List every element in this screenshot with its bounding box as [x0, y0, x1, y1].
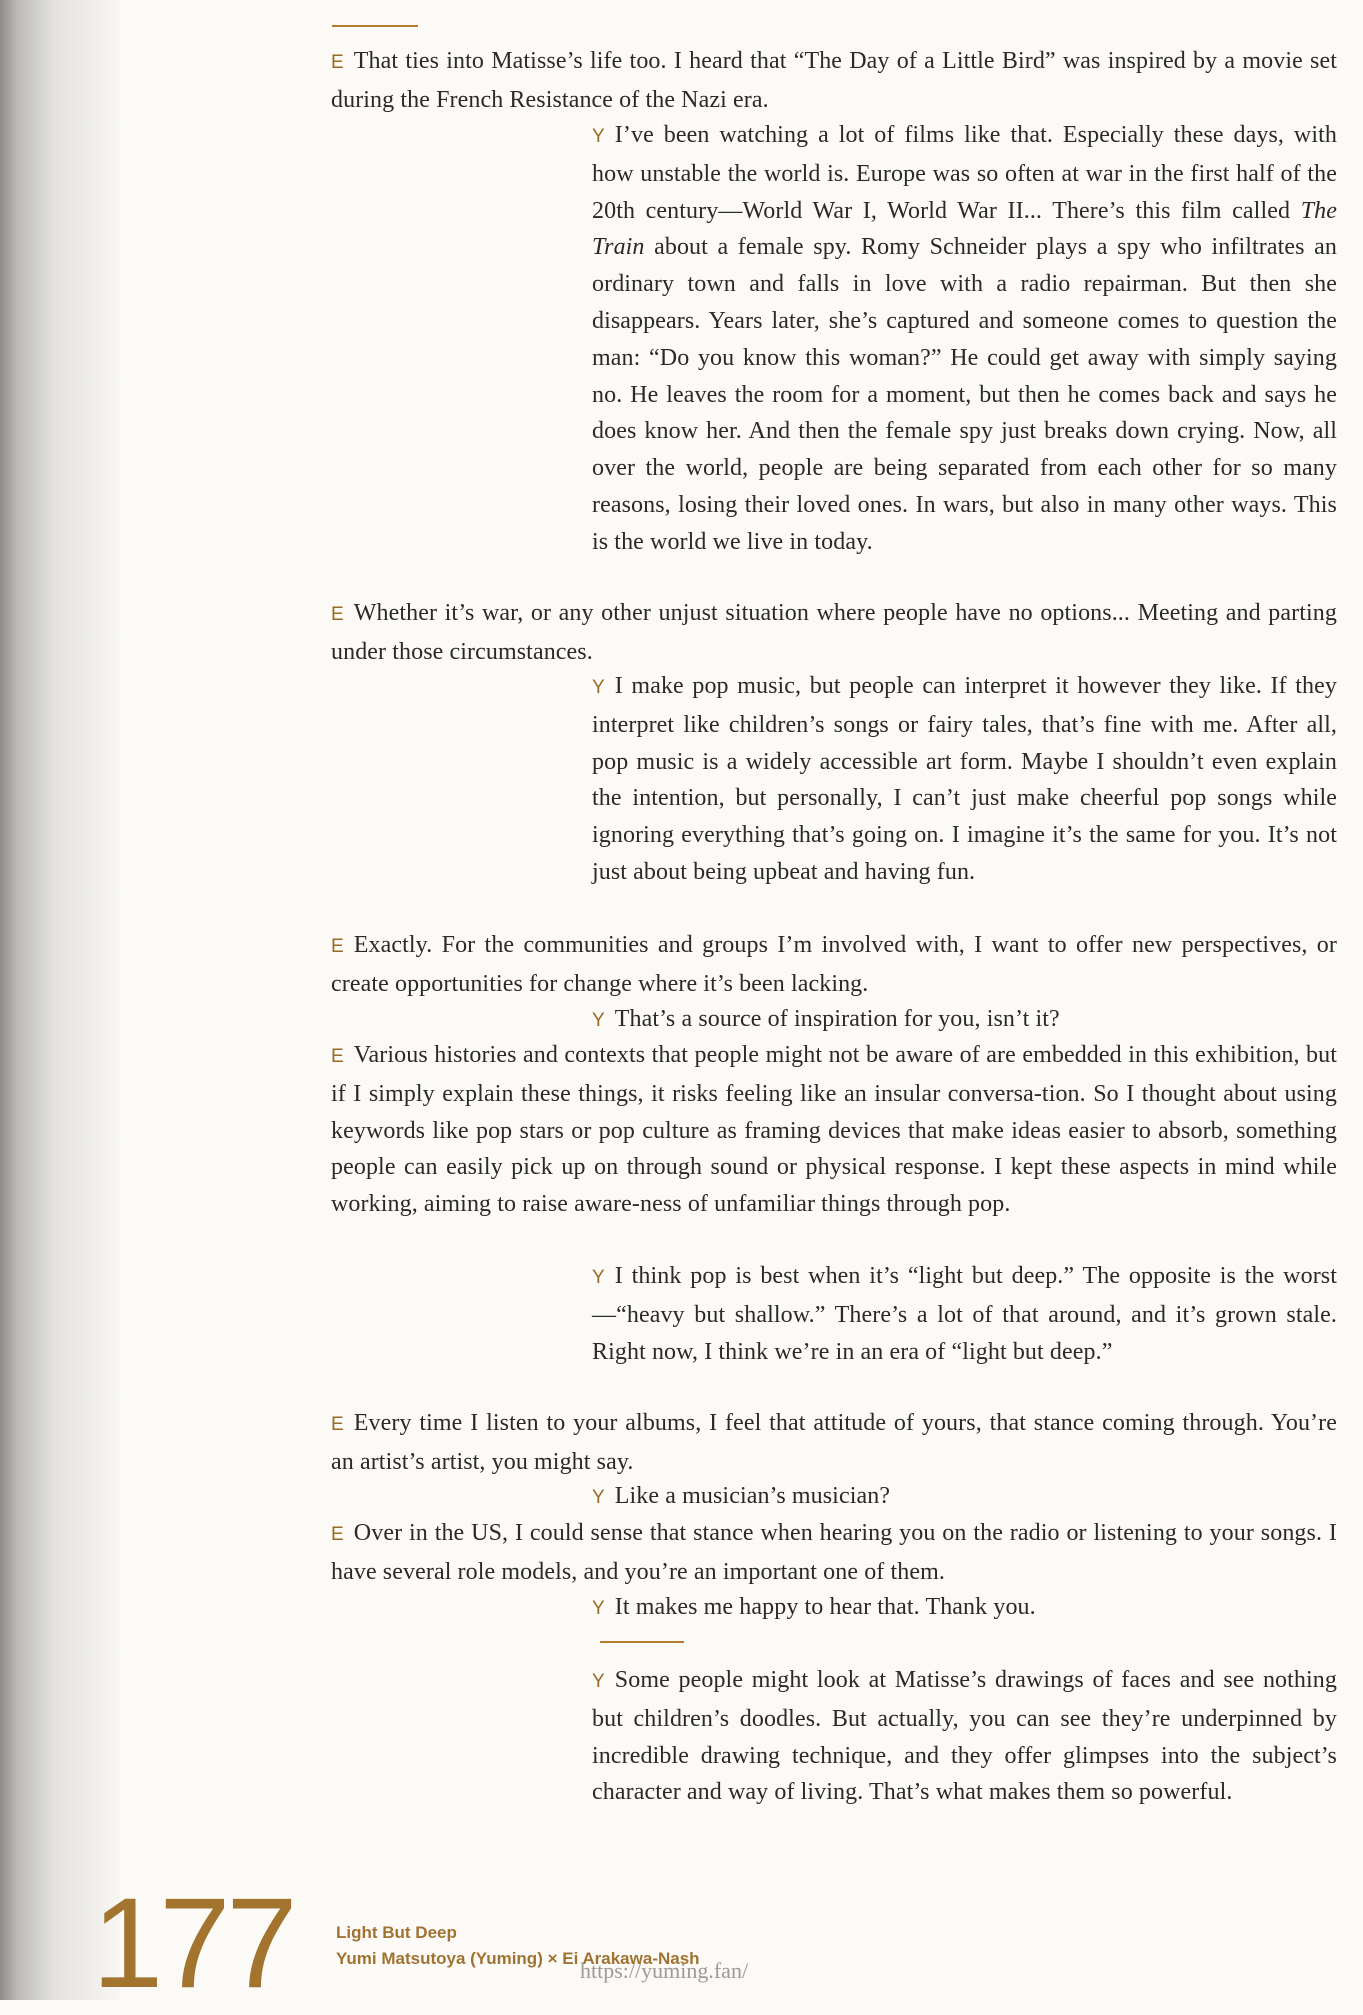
- paragraph-y-1: [592, 117, 1337, 561]
- paragraph-text: That ties into Matisse’s life too. I heard that “The Day of a Little Bird” was inspired by a movie set during the French Resistance of the Nazi era.: [331, 48, 1337, 113]
- paragraph-text: Some people might look at Matisse’s drawings of faces and see nothing but children’s doodles. But actually, you can see they’re underpinned by incredible drawing technique, and they offer glimpses into the subject’s character and way of living. That’s what makes them so powerful.: [592, 1667, 1337, 1806]
- paragraph-y-5: [592, 1478, 1337, 1517]
- section-divider: [600, 1641, 684, 1643]
- running-title: Light But Deep: [336, 1923, 457, 1942]
- speaker-label: Y: [592, 1598, 605, 1619]
- paragraph-y-2: [592, 668, 1337, 891]
- speaker-label: E: [331, 52, 344, 73]
- speaker-label: Y: [592, 677, 605, 698]
- running-authors: Yumi Matsutoya (Yuming) × Ei Arakawa-Nash: [336, 1949, 700, 1968]
- section-divider: [332, 25, 418, 27]
- paragraph-text: Exactly. For the communities and groups I’m involved with, I want to offer new perspectives, or create opportunities for change where it’s been lacking.: [331, 932, 1337, 997]
- paragraph-y-7: [592, 1662, 1337, 1811]
- paragraph-y-4: [592, 1258, 1337, 1370]
- paragraph-e-5: [331, 1405, 1337, 1481]
- paragraph-text: Every time I listen to your albums, I feel that attitude of yours, that stance coming through. You’re an artist’s artist, you might say.: [331, 1410, 1337, 1475]
- paragraph-e-4: [331, 1037, 1337, 1223]
- paragraph-text: I make pop music, but people can interpret it however they like. If they interpret like children’s songs or fairy tales, that’s fine with me. After all, pop music is a widely accessible art form. Maybe I shouldn’t even explain the intention, but personally, I can’t just make cheerful pop songs while ignoring everything that’s going on. I imagine it’s the same for you. It’s not just about being upbeat and having fun.: [592, 673, 1337, 885]
- film-title: The Train: [592, 197, 1337, 261]
- paragraph-text: I think pop is best when it’s “light but deep.” The opposite is the worst—“heavy but shallow.” There’s a lot of that around, and it’s grown stale. Right now, I think we’re in an era of “light but deep.”: [592, 1263, 1337, 1365]
- paragraph-e-6: [331, 1515, 1337, 1591]
- paragraph-text: Various histories and contexts that people might not be aware of are embedded in this exhibition, but if I simply explain these things, it risks feeling like an insular conversa-tion. So I thought about using keywords like pop stars or pop culture as framing devices that make ideas easier to absorb, something people can easily pick up on through sound or physical response. I kept these aspects in mind while working, aiming to raise aware-ness of unfamiliar things through pop.: [331, 1042, 1337, 1218]
- paragraph-text: Like a musician’s musician?: [614, 1483, 891, 1509]
- paragraph-y-6: [592, 1589, 1337, 1628]
- paragraph-text: It makes me happy to hear that. Thank you.: [614, 1594, 1036, 1620]
- speaker-label: E: [331, 1046, 344, 1067]
- paragraph-text: That’s a source of inspiration for you, isn’t it?: [614, 1006, 1060, 1032]
- watermark-url: https://yuming.fan/: [580, 1958, 749, 1983]
- page-number: 177: [92, 1872, 294, 2015]
- paragraph-y-3: [592, 1001, 1337, 1040]
- paragraph-e-3: [331, 927, 1337, 1003]
- speaker-label: Y: [592, 1671, 605, 1692]
- speaker-label: Y: [592, 126, 605, 147]
- speaker-label: Y: [592, 1267, 605, 1288]
- speaker-label: E: [331, 604, 344, 625]
- paragraph-text: Over in the US, I could sense that stance when hearing you on the radio or listening to your songs. I have several role models, and you’re an important one of them.: [331, 1520, 1337, 1585]
- paragraph-e-1: [331, 43, 1337, 119]
- paragraph-e-2: [331, 595, 1337, 671]
- speaker-label: E: [331, 936, 344, 957]
- speaker-label: Y: [592, 1010, 605, 1031]
- speaker-label: E: [331, 1414, 344, 1435]
- paragraph-text: Whether it’s war, or any other unjust situation where people have no options... Meeting and parting under those circumstances.: [331, 600, 1337, 665]
- speaker-label: E: [331, 1524, 344, 1545]
- page-gutter-shadow: [0, 0, 120, 2000]
- paragraph-text: about a female spy. Romy Schneider plays a spy who infiltrates an ordinary town and falls in love with a radio repairman. But then she disappears. Years later, she’s captured and someone comes to question the man: “Do you know this woman?” He could get away with simply saying no. He leaves the room for a moment, but then he comes back and says he does know her. And then the female spy just breaks down crying. Now, all over the world, people are being separated from each other for so many reasons, losing their loved ones. In wars, but also in many other ways. This is the world we live in today.: [592, 234, 1337, 555]
- paragraph-text: I’ve been watching a lot of films like that. Especially these days, with how unstable the world is. Europe was so often at war in the first half of the 20th century—World War I, World War II... There’s this film called: [592, 122, 1337, 224]
- speaker-label: Y: [592, 1487, 605, 1508]
